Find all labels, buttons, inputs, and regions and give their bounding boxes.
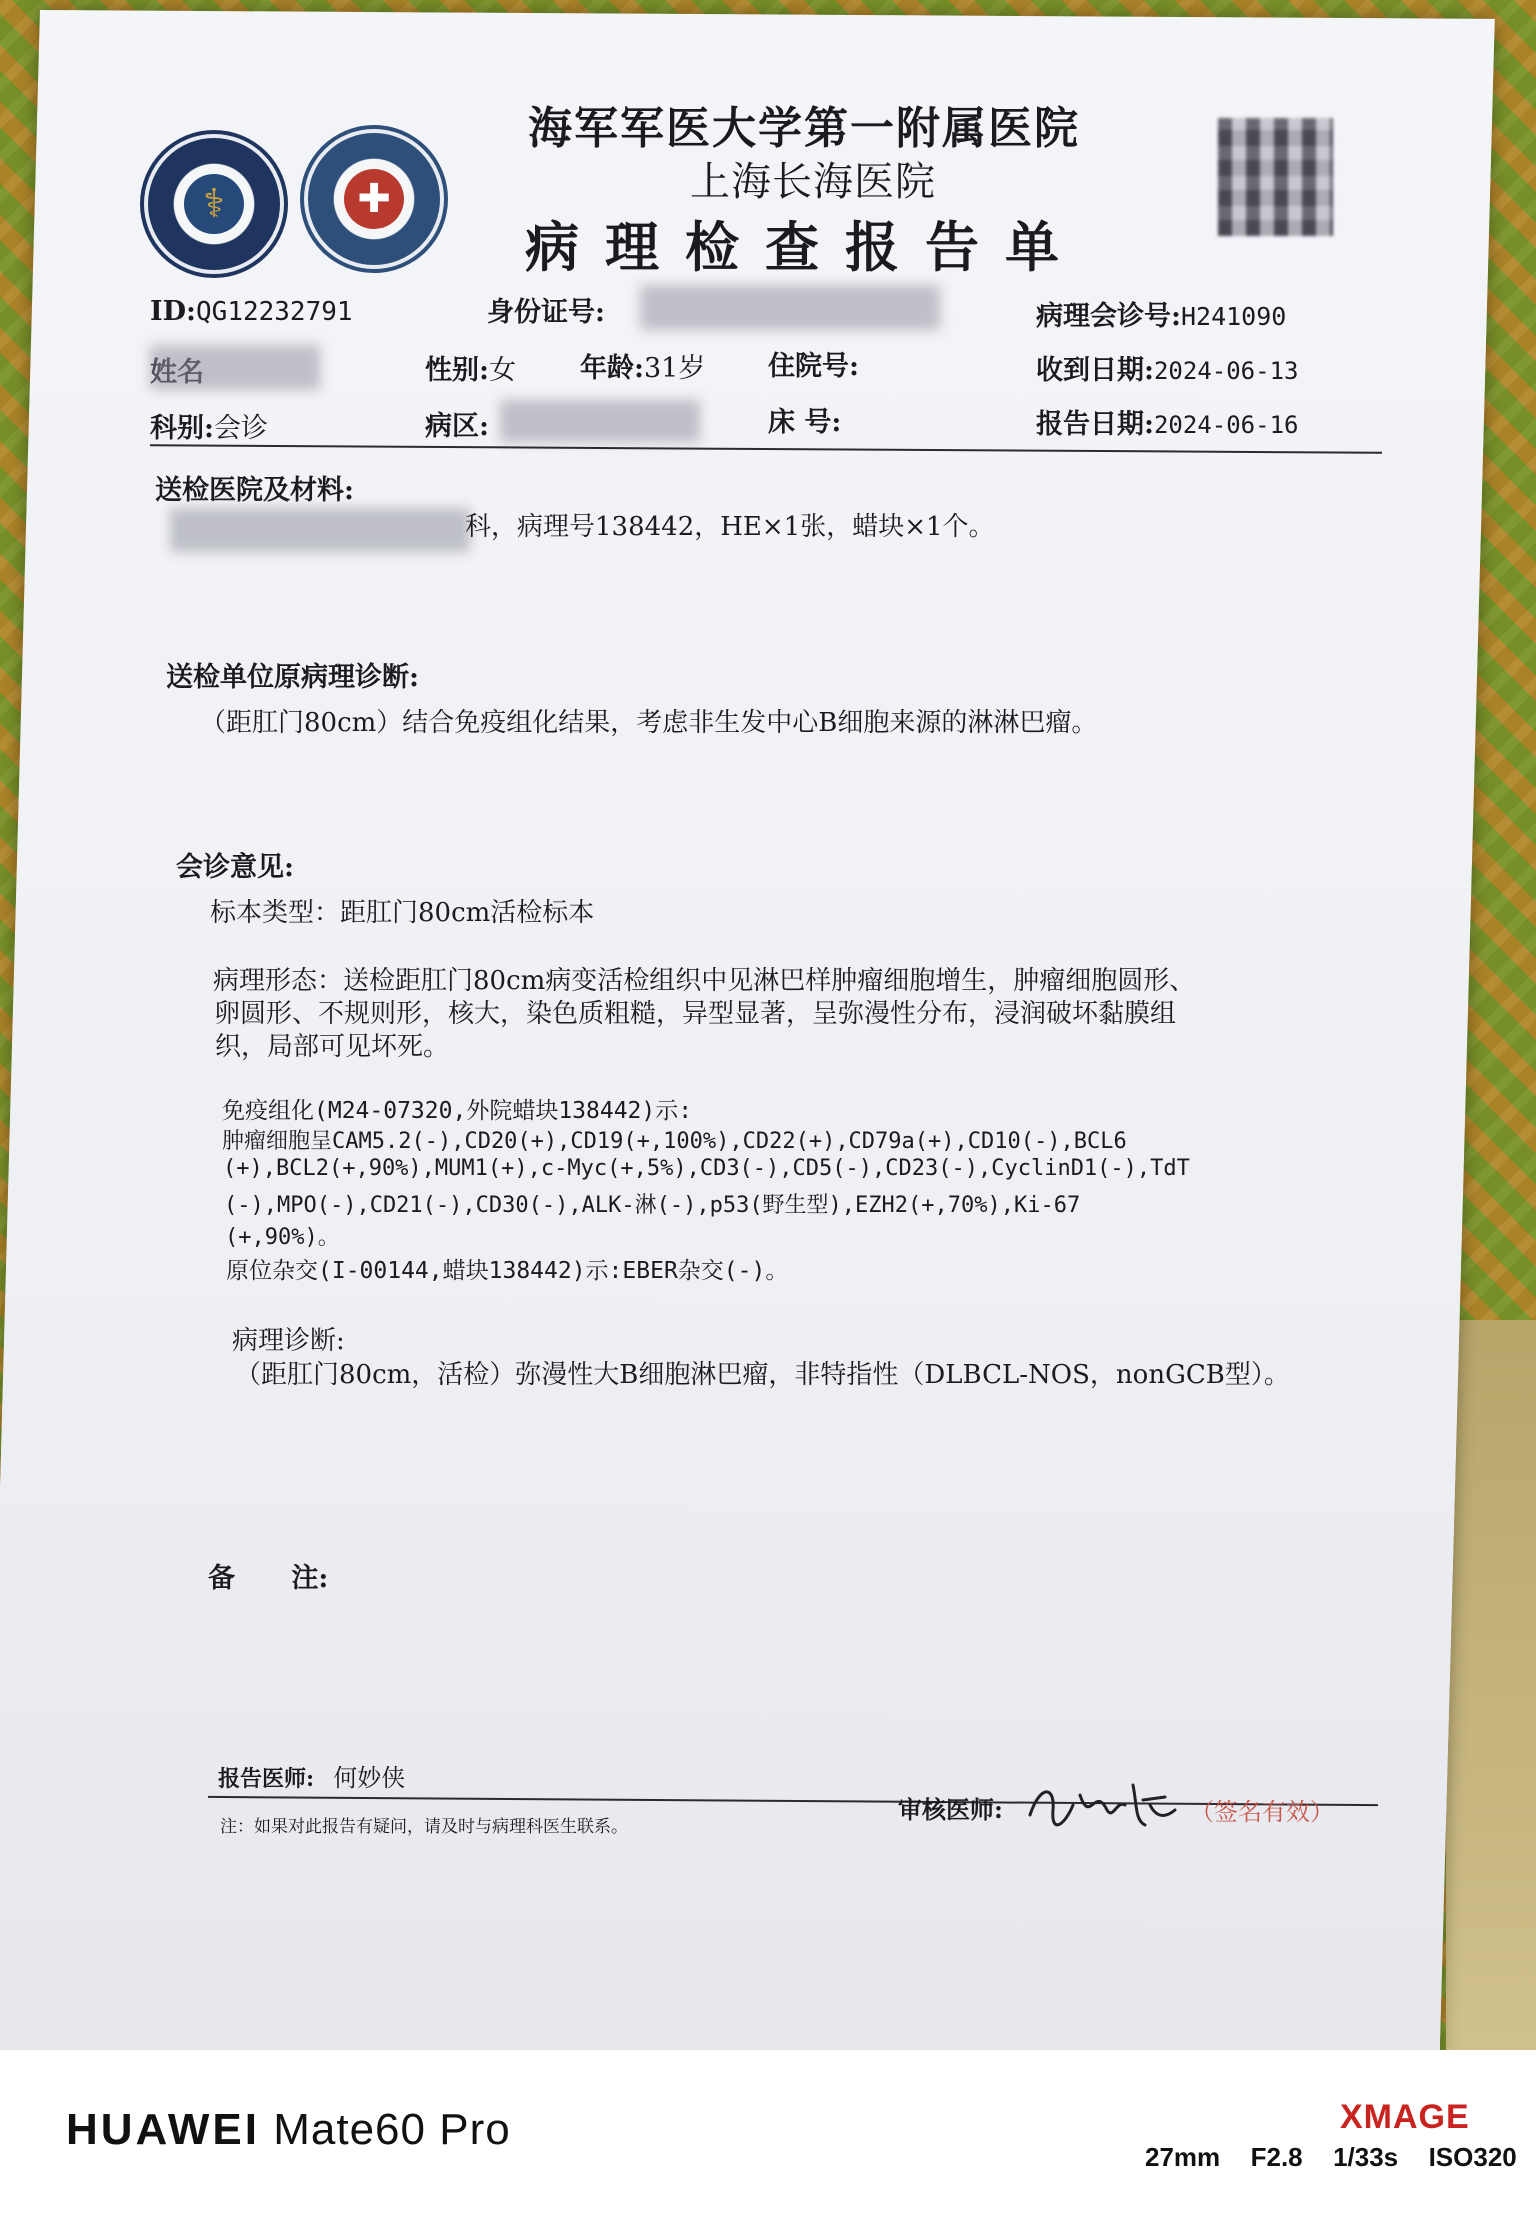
remarks-label: 备 注: xyxy=(208,1563,329,1594)
consult-no-field xyxy=(1036,294,1286,333)
report-title: 病理检查报告单 xyxy=(525,215,1085,279)
reporting-doctor-label: 报告医师: xyxy=(218,1766,315,1792)
hospital-name: 海军军医大学第一附属医院 xyxy=(528,103,1080,154)
redacted-hospital xyxy=(170,508,470,552)
redacted-name xyxy=(150,345,320,390)
report-date-label: 报告日期: xyxy=(1036,409,1154,440)
camera-model: Mate60 Pro xyxy=(273,2105,511,2154)
diagnosis-text: （距肛门80cm，活检）弥漫性大B细胞淋巴瘤，非特指性（DLBCL-NOS，nonGCB型）。 xyxy=(235,1360,1290,1390)
consultation-title: 会诊意见: xyxy=(176,852,294,883)
report-date-value: 2024-06-16 xyxy=(1153,411,1299,439)
ihc-line: (+),BCL2(+,90%),MUM1(+),c-Myc(+,5%),CD3(-),CD5(-),CD23(-),CyclinD1(-),TdT xyxy=(223,1156,1190,1181)
idcard-label: 身份证号: xyxy=(487,297,605,328)
consult-no-value: H241090 xyxy=(1180,302,1287,331)
gender-label: 性别: xyxy=(425,355,489,386)
original-diagnosis-text: （距肛门80cm）结合免疫组化结果，考虑非生发中心B细胞来源的淋淋巴瘤。 xyxy=(200,708,1098,738)
morphology-line: 病理形态：送检距肛门80cm病变活检组织中见淋巴样肿瘤细胞增生，肿瘤细胞圆形、 xyxy=(213,966,1196,996)
reporting-doctor-field xyxy=(218,1758,405,1793)
dept-label: 科别: xyxy=(150,413,214,444)
specimen-type: 标本类型：距肛门80cm活检标本 xyxy=(210,898,595,928)
admission-no-label: 住院号: xyxy=(768,351,859,382)
morphology-line: 卵圆形、不规则形，核大，染色质粗糙，异型显著，呈弥漫性分布，浸润破坏黏膜组 xyxy=(214,999,1177,1029)
morphology-line: 织，局部可见坏死。 xyxy=(215,1032,450,1062)
signature-valid-note: （签名有效） xyxy=(1190,1798,1334,1826)
ihc-line: (+,90%)。 xyxy=(225,1225,340,1250)
diagnosis-title: 病理诊断: xyxy=(232,1326,345,1356)
camera-params: 27mm F2.8 1/33s ISO320 xyxy=(1145,2142,1517,2172)
received-date-field xyxy=(1036,348,1298,387)
camera-brand-model xyxy=(66,2105,511,2155)
gender-value: 女 xyxy=(488,355,516,386)
logo-emblem xyxy=(344,169,404,229)
xmage-logo: XMAGE xyxy=(1340,2098,1470,2136)
hospital-alias: 上海长海医院 xyxy=(690,159,936,205)
logo-emblem xyxy=(184,174,244,234)
gender-field xyxy=(425,348,516,387)
age-field xyxy=(580,346,705,385)
materials-title: 送检医院及材料: xyxy=(155,475,354,506)
qr-code-blurred xyxy=(1218,118,1333,236)
hospital-logo xyxy=(300,125,448,273)
ihc-line: 肿瘤细胞呈CAM5.2(-),CD20(+),CD19(+,100%),CD22(+),CD79a(+),CD10(-),BCL6 xyxy=(222,1129,1127,1154)
redacted-idcard xyxy=(640,285,940,330)
redacted-ward xyxy=(500,400,700,442)
ihc-header: 免疫组化(M24-07320,外院蜡块138442)示: xyxy=(222,1098,693,1124)
header-divider xyxy=(150,444,1382,454)
cross-icon: ✚ xyxy=(357,176,391,222)
report-date-field xyxy=(1036,402,1298,441)
id-field xyxy=(150,296,353,327)
original-diagnosis-title: 送检单位原病理诊断: xyxy=(166,662,419,693)
received-date-label: 收到日期: xyxy=(1036,355,1154,386)
dept-value: 会诊 xyxy=(213,413,268,444)
reviewer-signature xyxy=(1025,1775,1185,1835)
reporting-doctor-value: 何妙侠 xyxy=(333,1764,406,1792)
reviewer-label: 审核医师: xyxy=(898,1795,1003,1824)
received-date-value: 2024-06-13 xyxy=(1153,357,1299,385)
age-label: 年龄: xyxy=(580,353,644,384)
consult-no-label: 病理会诊号: xyxy=(1036,301,1181,332)
ward-label: 病区: xyxy=(425,411,489,442)
id-label: ID: xyxy=(150,296,197,327)
bed-label: 床 号: xyxy=(768,407,842,438)
materials-text: 科，病理号138442，HE×1张，蜡块×1个。 xyxy=(465,512,995,542)
university-logo xyxy=(140,130,288,278)
ish-line: 原位杂交(I-00144,蜡块138442)示:EBER杂交(-)。 xyxy=(226,1258,789,1284)
disclaimer: 注：如果对此报告有疑问，请及时与病理科医生联系。 xyxy=(220,1817,628,1837)
age-value: 31岁 xyxy=(643,353,706,384)
camera-brand: HUAWEI xyxy=(66,2105,260,2154)
id-value: QG12232791 xyxy=(196,297,353,327)
ihc-line: (-),MPO(-),CD21(-),CD30(-),ALK-淋(-),p53(野生型),EZH2(+,70%),Ki-67 xyxy=(224,1193,1081,1218)
caduceus-icon: ⚕ xyxy=(203,181,225,227)
dept-field xyxy=(150,406,268,445)
